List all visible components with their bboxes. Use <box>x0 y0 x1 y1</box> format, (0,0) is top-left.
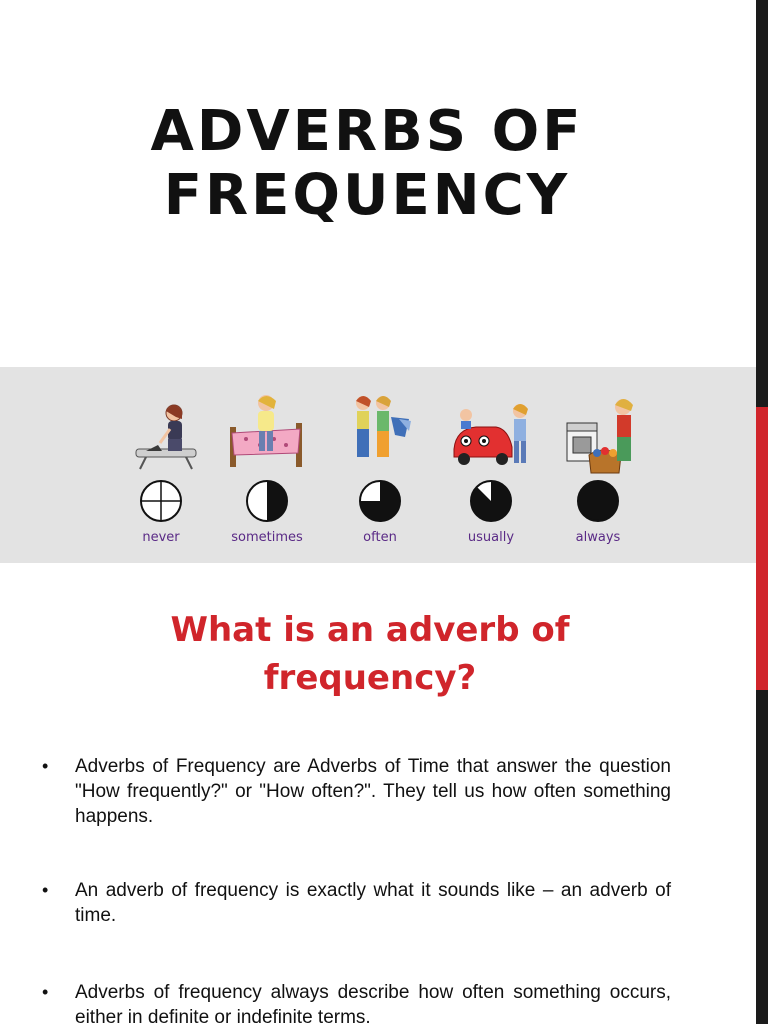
bullet-text: Adverbs of Frequency are Adverbs of Time that answer the question "How frequently?" or "How often?". They tell us how often something happens. <box>75 756 671 827</box>
frequency-item-sometimes <box>212 389 322 559</box>
title-line-2: FREQUENCY <box>163 163 571 228</box>
bullet-dot-icon: • <box>42 880 49 900</box>
clock-always-icon <box>576 479 620 523</box>
label-never: never <box>142 530 180 545</box>
slide-edge-accent <box>756 407 768 690</box>
frequency-item-usually <box>436 389 546 559</box>
label-usually: usually <box>467 530 515 545</box>
frequency-item-always <box>543 389 653 559</box>
bullet-text: Adverbs of frequency always describe how often something occurs, either in definite or indefinite terms. <box>75 982 671 1028</box>
frequency-item-often <box>325 389 435 559</box>
clock-often-icon <box>358 479 402 523</box>
clock-usually-icon <box>469 479 513 523</box>
bullet-dot-icon: • <box>42 756 49 776</box>
frequency-scale-band <box>0 367 756 563</box>
clock-sometimes-icon <box>245 479 289 523</box>
section-heading <box>0 606 740 702</box>
label-sometimes: sometimes <box>231 530 303 545</box>
label-often: often <box>363 530 397 545</box>
clock-never-icon <box>139 479 183 523</box>
heading-line-2: frequency? <box>263 658 477 698</box>
bullet-text: An adverb of frequency is exactly what it sounds like – an adverb of time. <box>75 880 671 926</box>
label-always: always <box>575 530 621 545</box>
bullet-dot-icon: • <box>42 982 49 1002</box>
heading-line-1: What is an adverb of <box>170 610 570 650</box>
frequency-item-never <box>106 389 216 559</box>
slide-title <box>0 100 734 228</box>
title-line-1: ADVERBS OF <box>150 99 584 164</box>
